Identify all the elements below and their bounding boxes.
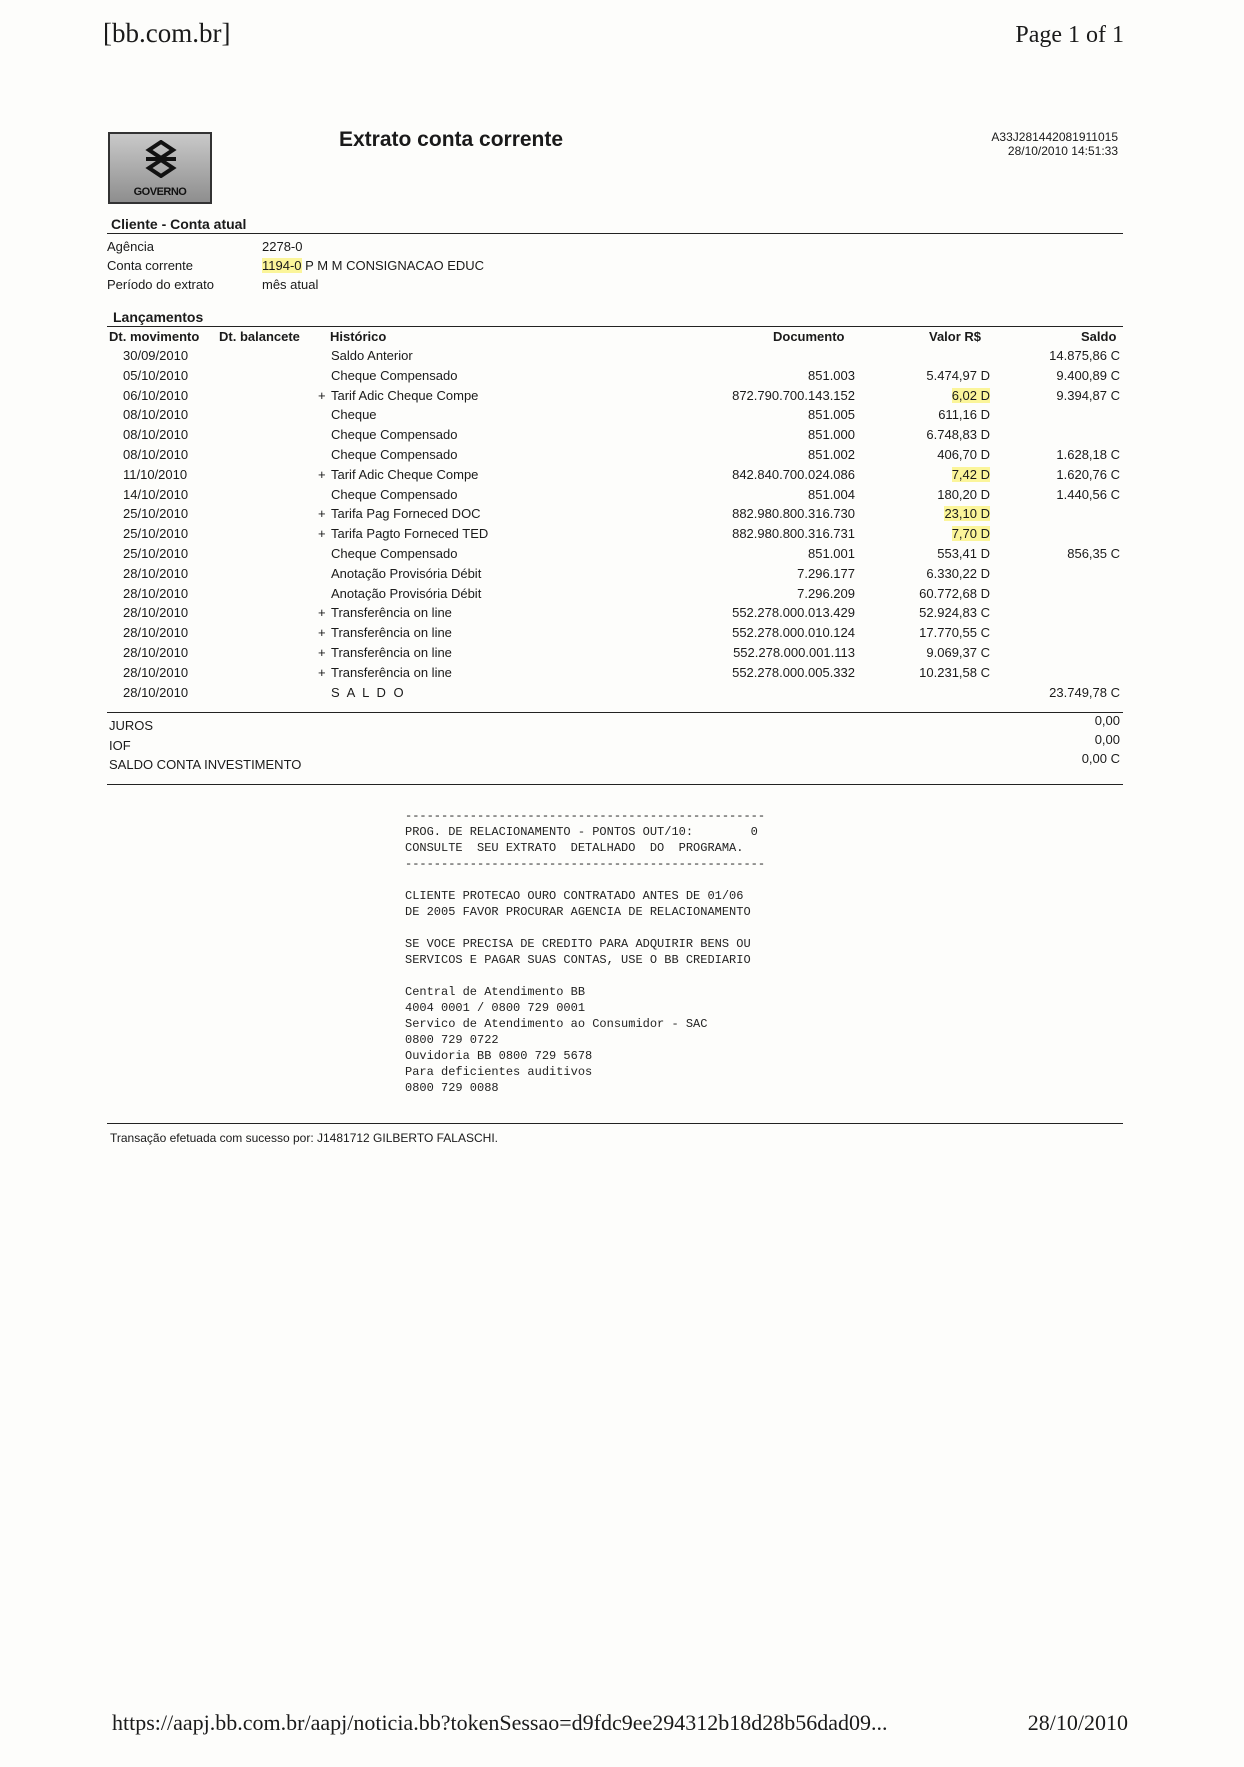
note-line: CLIENTE PROTECAO OURO CONTRATADO ANTES DE 01/06 xyxy=(405,889,744,903)
row-saldo: 1.620,76 C xyxy=(1056,466,1120,482)
row-valor: 6.330,22 D xyxy=(926,565,990,581)
agencia-value: 2278-0 xyxy=(262,239,303,254)
row-saldo: 9.394,87 C xyxy=(1056,387,1120,403)
note-line: Para deficientes auditivos xyxy=(405,1065,593,1079)
row-plus: + xyxy=(318,664,326,680)
col-header-movimento: Dt. movimento xyxy=(109,329,200,344)
row-valor: 9.069,37 C xyxy=(926,645,990,660)
row-valor: 180,20 D xyxy=(937,486,990,502)
invest-label: SALDO CONTA INVESTIMENTO xyxy=(109,757,302,772)
row-documento: 851.003 xyxy=(808,367,855,383)
row-valor: 60.772,68 D xyxy=(919,585,990,601)
row-valor-highlight: 7,42 D xyxy=(951,466,990,482)
notes-block xyxy=(405,808,765,1096)
divider xyxy=(107,712,1123,713)
note-line: DE 2005 FAVOR PROCURAR AGENCIA DE RELACIONAMENTO xyxy=(405,905,751,919)
row-date: 11/10/2010 xyxy=(123,466,188,482)
divider xyxy=(107,233,1123,234)
row-historico: Cheque xyxy=(331,407,377,423)
note-line: PROG. DE RELACIONAMENTO - PONTOS OUT/10: 0 xyxy=(405,825,758,839)
agencia-label: Agência xyxy=(107,239,154,254)
row-documento: 851.005 xyxy=(808,407,855,423)
row-documento: 851.004 xyxy=(808,486,855,502)
row-date: 28/10/2010 xyxy=(123,625,189,641)
row-saldo: 856,35 C xyxy=(1067,546,1120,561)
row-documento: 552.278.000.001.113 xyxy=(733,645,855,660)
transaction-text: Transação efetuada com sucesso por: J1481712 GILBERTO FALASCHI. xyxy=(110,1131,498,1145)
site-title: [bb.com.br] xyxy=(103,18,231,48)
row-date: 28/10/2010 xyxy=(123,565,189,581)
row-date: 25/10/2010 xyxy=(123,546,189,561)
row-historico: Cheque Compensado xyxy=(331,447,458,462)
row-historico: Tarifa Pag Forneced DOC xyxy=(331,506,481,522)
row-valor xyxy=(860,506,990,521)
row-historico: Cheque Compensado xyxy=(331,486,458,502)
note-line: -------------------------------------------------- xyxy=(405,809,766,823)
juros-label: JUROS xyxy=(109,718,154,733)
periodo-label: Período do extrato xyxy=(107,277,214,292)
row-valor xyxy=(860,526,990,541)
row-date: 08/10/2010 xyxy=(123,407,189,423)
row-saldo: 23.749,78 C xyxy=(1049,684,1120,700)
row-saldo: 1.440,56 C xyxy=(1056,486,1120,502)
document-title: Extrato conta corrente xyxy=(339,128,564,151)
row-valor: 553,41 D xyxy=(937,546,990,561)
col-header-valor: Valor R$ xyxy=(929,329,982,344)
row-historico: Transferência on line xyxy=(331,625,452,641)
row-valor: 10.231,58 C xyxy=(919,664,990,680)
row-documento: 552.278.000.013.429 xyxy=(732,605,855,621)
row-date: 28/10/2010 xyxy=(123,664,189,680)
note-line: 0800 729 0722 xyxy=(405,1033,499,1047)
footer-url: https://aapj.bb.com.br/aapj/noticia.bb?tokenSessao=d9fdc9ee294312b18d28b56dad09... xyxy=(112,1710,888,1735)
note-line: Ouvidoria BB 0800 729 5678 xyxy=(405,1049,593,1063)
row-plus: + xyxy=(318,526,326,542)
row-historico: Cheque Compensado xyxy=(331,546,458,561)
row-valor: 17.770,55 C xyxy=(919,625,990,641)
row-saldo: 9.400,89 C xyxy=(1056,367,1120,383)
divider xyxy=(107,784,1123,785)
row-date: 28/10/2010 xyxy=(123,684,189,700)
logo-text: GOVERNO xyxy=(133,186,187,198)
juros-value: 0,00 xyxy=(1094,713,1120,728)
row-plus: + xyxy=(318,506,326,522)
row-valor: 6.748,83 D xyxy=(926,427,990,443)
page-number: Page 1 of 1 xyxy=(1015,22,1124,48)
iof-value: 0,00 xyxy=(1094,732,1120,747)
invest-value: 0,00 C xyxy=(1081,751,1120,766)
row-date: 08/10/2010 xyxy=(123,427,189,443)
row-valor-highlight: 23,10 D xyxy=(944,506,990,522)
entries-section-title: Lançamentos xyxy=(113,309,204,325)
row-documento: 851.002 xyxy=(808,447,855,462)
row-valor-highlight: 7,70 D xyxy=(951,526,990,542)
row-historico: Tarif Adic Cheque Compe xyxy=(331,466,479,482)
note-line: Servico de Atendimento ao Consumidor - SAC xyxy=(405,1017,708,1031)
note-line: 4004 0001 / 0800 729 0001 xyxy=(405,1001,586,1015)
row-historico: Anotação Provisória Débit xyxy=(331,585,482,601)
conta-name: P M M CONSIGNACAO EDUC xyxy=(305,258,485,273)
row-historico: Anotação Provisória Débit xyxy=(331,565,482,581)
row-documento: 7.296.209 xyxy=(797,585,855,601)
row-date: 25/10/2010 xyxy=(123,526,189,542)
conta-value xyxy=(262,258,484,273)
document-datetime: 28/10/2010 14:51:33 xyxy=(1007,144,1118,158)
conta-number: 1194-0 xyxy=(262,258,302,273)
note-line: SE VOCE PRECISA DE CREDITO PARA ADQUIRIR BENS OU xyxy=(405,937,751,951)
row-historico: Tarif Adic Cheque Compe xyxy=(331,387,479,403)
col-header-historico: Histórico xyxy=(330,329,387,344)
row-documento: 7.296.177 xyxy=(797,565,855,581)
client-section-title: Cliente - Conta atual xyxy=(111,216,247,232)
row-date: 14/10/2010 xyxy=(123,486,189,502)
note-line: -------------------------------------------------- xyxy=(405,857,766,871)
bb-logo-icon xyxy=(140,140,182,178)
row-documento: 842.840.700.024.086 xyxy=(732,466,855,482)
row-documento: 851.000 xyxy=(808,427,855,443)
row-valor: 52.924,83 C xyxy=(919,605,990,621)
row-historico: Tarifa Pagto Forneced TED xyxy=(331,526,489,542)
divider xyxy=(107,1123,1123,1124)
row-date: 28/10/2010 xyxy=(123,645,189,660)
row-documento: 552.278.000.010.124 xyxy=(732,625,855,641)
footer-date: 28/10/2010 xyxy=(1027,1710,1128,1735)
row-documento: 552.278.000.005.332 xyxy=(732,664,855,680)
note-line: 0800 729 0088 xyxy=(405,1081,499,1095)
row-date: 30/09/2010 xyxy=(123,348,189,363)
note-line: SERVICOS E PAGAR SUAS CONTAS, USE O BB CREDIARIO xyxy=(405,953,751,967)
row-date: 28/10/2010 xyxy=(123,605,189,621)
col-header-balancete: Dt. balancete xyxy=(219,329,300,344)
row-historico: Transferência on line xyxy=(331,605,452,621)
row-historico: Transferência on line xyxy=(331,664,452,680)
row-valor-highlight: 6,02 D xyxy=(951,387,990,403)
row-historico: Saldo Anterior xyxy=(331,348,413,363)
row-valor xyxy=(860,467,990,482)
divider xyxy=(107,326,1123,327)
iof-label: IOF xyxy=(109,738,131,753)
row-valor xyxy=(860,388,990,403)
row-date: 28/10/2010 xyxy=(123,585,189,601)
row-plus: + xyxy=(318,466,326,482)
col-header-documento: Documento xyxy=(773,329,845,344)
row-documento: 882.980.800.316.730 xyxy=(732,506,855,522)
row-valor: 5.474,97 D xyxy=(926,367,990,383)
row-historico: S A L D O xyxy=(331,684,406,700)
conta-label: Conta corrente xyxy=(107,258,193,273)
periodo-value: mês atual xyxy=(262,277,319,292)
col-header-saldo: Saldo xyxy=(1081,329,1117,344)
row-valor: 406,70 D xyxy=(937,447,990,462)
row-historico: Transferência on line xyxy=(331,645,452,660)
row-documento: 882.980.800.316.731 xyxy=(732,526,855,542)
row-date: 05/10/2010 xyxy=(123,367,189,383)
note-line: Central de Atendimento BB xyxy=(405,985,586,999)
row-date: 06/10/2010 xyxy=(123,387,189,403)
row-documento: 851.001 xyxy=(808,546,855,561)
row-date: 25/10/2010 xyxy=(123,506,189,522)
row-date: 08/10/2010 xyxy=(123,447,189,462)
bank-logo xyxy=(108,132,212,204)
row-valor: 611,16 D xyxy=(938,407,990,423)
row-historico: Cheque Compensado xyxy=(331,427,458,443)
row-plus: + xyxy=(318,387,326,403)
row-plus: + xyxy=(318,605,326,621)
row-saldo: 14.875,86 C xyxy=(1049,348,1120,363)
document-id: A33J281442081911015 xyxy=(991,130,1118,144)
row-saldo: 1.628,18 C xyxy=(1056,447,1120,462)
row-documento: 872.790.700.143.152 xyxy=(732,387,855,403)
document-code xyxy=(991,130,1118,158)
row-plus: + xyxy=(318,625,326,641)
row-plus: + xyxy=(318,645,326,660)
note-line: CONSULTE SEU EXTRATO DETALHADO DO PROGRAMA. xyxy=(405,841,744,855)
row-historico: Cheque Compensado xyxy=(331,367,458,383)
